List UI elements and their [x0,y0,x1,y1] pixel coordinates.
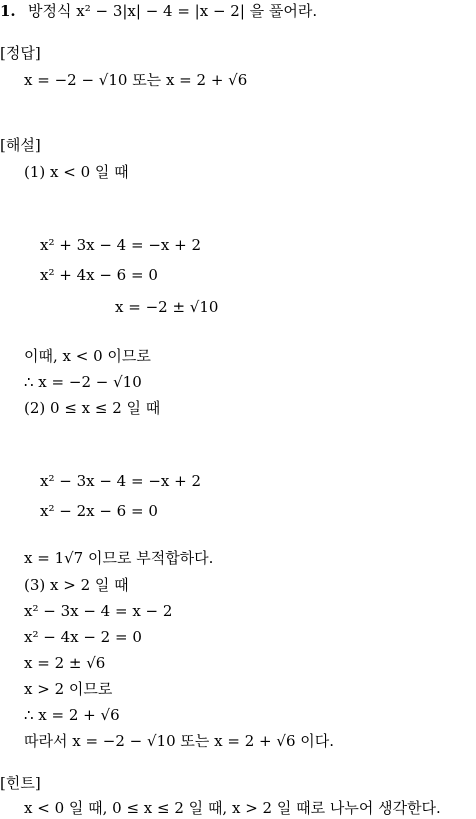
solution-line: 이때, x < 0 이므로 [24,347,151,365]
problem-number: 1. [0,2,16,20]
solution-line: x² − 4x − 2 = 0 [24,628,142,646]
solution-line: x > 2 이므로 [24,680,113,698]
solution-line: x = 2 ± √6 [24,654,106,672]
solution-line: x² − 3x − 4 = x − 2 [24,602,173,620]
solution-line: x² − 3x − 4 = −x + 2 [40,472,202,490]
solution-line: (1) x < 0 일 때 [24,163,129,181]
solution-line: ∴ x = 2 + √6 [24,706,120,724]
solution-line: x = 1√7 이므로 부적합하다. [24,549,214,567]
solution-line: x² + 4x − 6 = 0 [40,266,158,284]
solution-line: x² + 3x − 4 = −x + 2 [40,236,202,254]
answer-text: x = −2 − √10 또는 x = 2 + √6 [24,71,248,89]
solution-line: x = −2 ± √10 [115,298,219,316]
solution-line: x² − 2x − 6 = 0 [40,502,158,520]
problem-text: 방정식 x² − 3|x| − 4 = |x − 2| 을 풀어라. [28,2,318,20]
solution-line: ∴ x = −2 − √10 [24,373,142,391]
hint-text: x < 0 일 때, 0 ≤ x ≤ 2 일 때, x > 2 일 때로 나누어 생각한다. [24,799,441,817]
solution-header: [해설] [0,136,41,154]
solution-line: (2) 0 ≤ x ≤ 2 일 때 [24,399,161,417]
solution-line: (3) x > 2 일 때 [24,576,129,594]
answer-header: [정답] [0,44,41,62]
solution-line: 따라서 x = −2 − √10 또는 x = 2 + √6 이다. [24,732,335,750]
hint-header: [힌트] [0,774,41,792]
